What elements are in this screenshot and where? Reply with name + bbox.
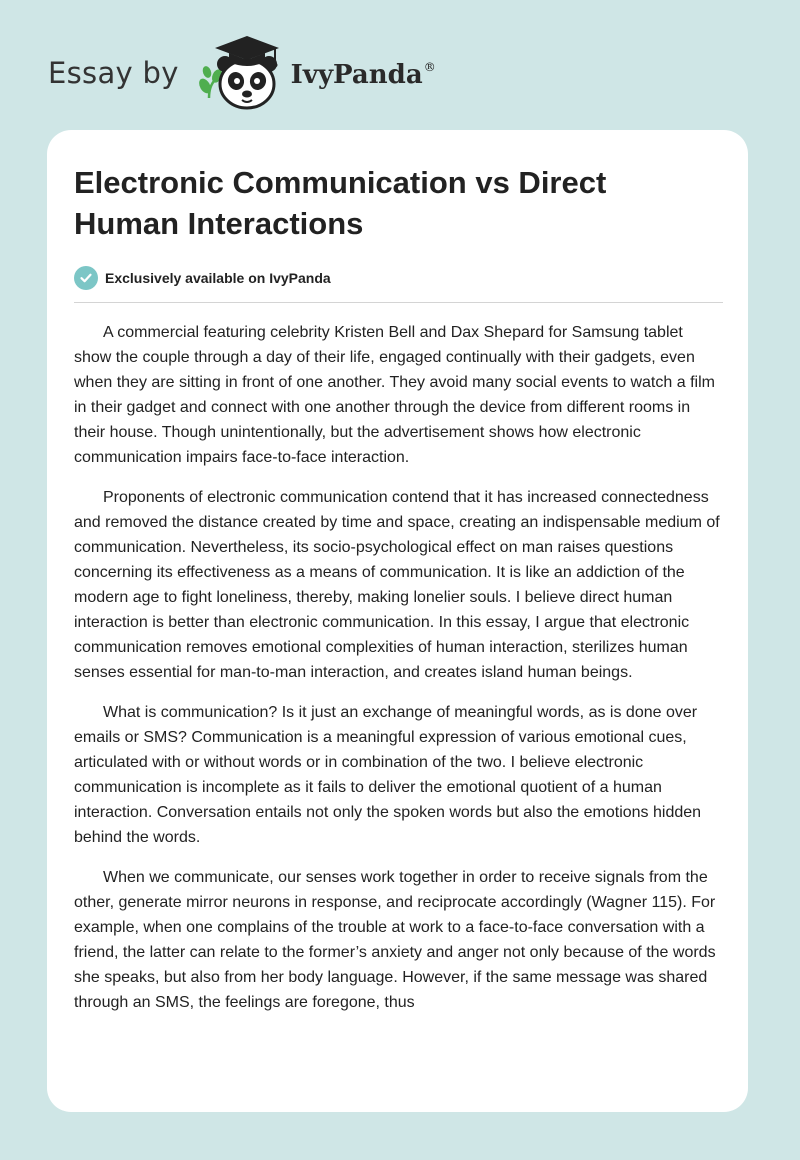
- panda-graduate-icon[interactable]: [195, 34, 283, 110]
- divider: [74, 302, 723, 303]
- essay-by-label: Essay by: [48, 56, 179, 90]
- paragraph: A commercial featuring celebrity Kristen Bell and Dax Shepard for Samsung tablet show the couple through a day of their life, engaged continually with their gadgets, even when they are sitting in front of one another. They avoid many social events to watch a film in their gadget and connect with one another through the device from different rooms in their house. Though unintentionally, but the advertisement shows how electronic communication impairs face-to-face interaction.: [74, 324, 715, 466]
- check-circle-icon: [74, 266, 98, 290]
- exclusive-badge-label: Exclusively available on IvyPanda: [105, 270, 331, 286]
- paragraph: Proponents of electronic communication contend that it has increased connectedness and removed the distance created by time and space, creating an indispensable medium of communication. Nevertheless, its socio-psychological effect on man raises questions concerning its effectiveness as a means of communication. It is like an addiction of the modern age to fight loneliness, thereby, making lonelier souls. I believe direct human interaction is better than electronic communication. In this essay, I argue that electronic communication removes emotional complexities of human interaction, sterilizes human senses essential for man-to-man interaction, and creates island human beings.: [74, 489, 720, 681]
- site-header: [48, 34, 436, 110]
- paragraph: When we communicate, our senses work together in order to receive signals from the other, generate mirror neurons in response, and reciprocate accordingly (Wagner 115). For example, when one complains of the trouble at work to a face-to-face conversation with a friend, the latter can relate to the former’s anxiety and anger not only because of the words she speaks, but also from her body language. However, if the same message was shared through an SMS, the feelings are foregone, thus: [74, 869, 716, 1011]
- paragraph: What is communication? Is it just an exchange of meaningful words, as is done over emails or SMS? Communication is a meaningful expression of various emotional cues, articulated with or without words or in combination of the two. I believe electronic communication is incomplete as it fails to deliver the emotional quotient of a human interaction. Conversation entails not only the spoken words but also the emotions hidden behind the words.: [74, 704, 702, 846]
- essay-title: Electronic Communication vs Direct Human Interactions: [74, 165, 607, 241]
- essay-card: [47, 130, 748, 1112]
- brand-name[interactable]: IvyPanda®: [290, 60, 436, 90]
- exclusive-badge: [74, 266, 722, 290]
- essay-body: [74, 320, 722, 1015]
- registered-mark: ®: [423, 60, 436, 74]
